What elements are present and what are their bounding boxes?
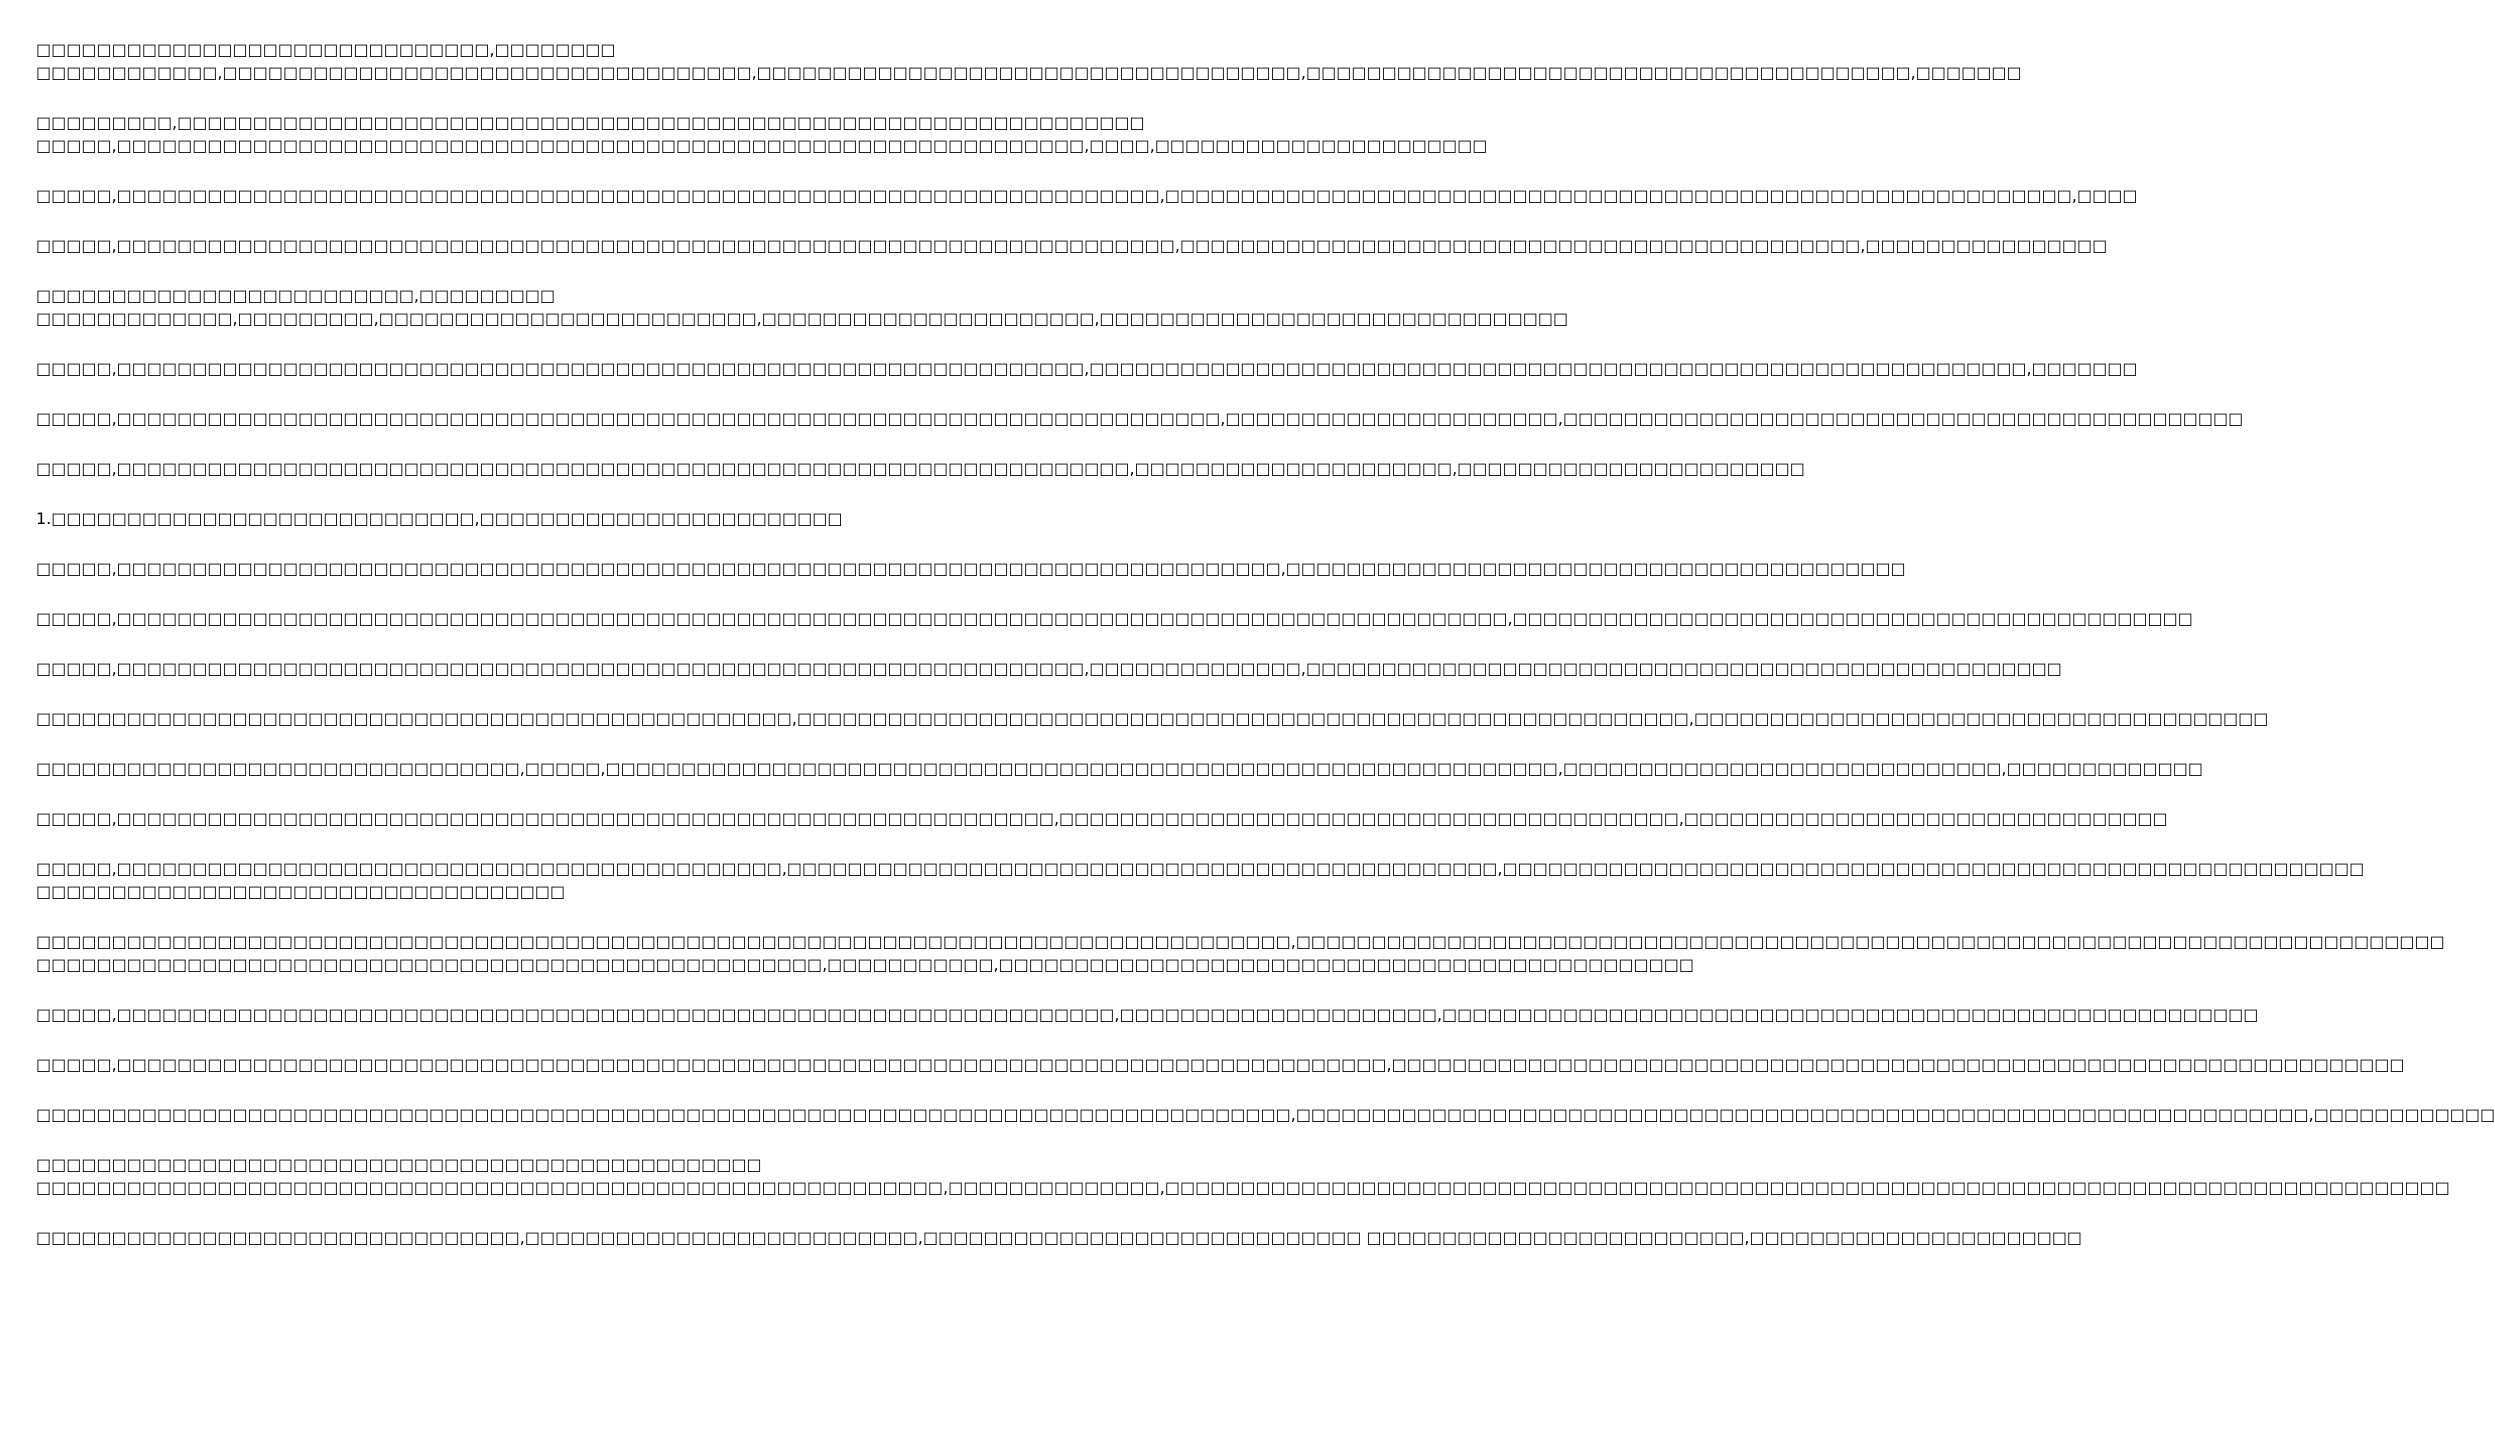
paragraph: □□□□□□□□□□□□□□□□□□□□□□□□□□□□□□□□□□□□□□□□□□□□□□□□ bbox=[36, 1155, 762, 1174]
paragraph: □□□□□□□□□□□□□□□□□□□□□□□□□□□□□□,□□□□□□□□ bbox=[36, 40, 616, 59]
document-page bbox=[36, 38, 2495, 1428]
paragraph: □□□□□,□□□□□□□□□□□□□□□□□□□□□□□□□□□□□□□□□□□□□□□□□□□□□□□□□□□□□□□□□□□□□□□□□□□,□□□□□□□□□□□□□□□□□□□□□,□□□□□□□□□□□□□□□□□□□□□□□ bbox=[36, 459, 1805, 478]
paragraph: □□□□□□□□□□□□□□□□□□□□□□□□□□□□□□□□□□□□□□□□□□□□□□□□□□□□□□□□□□□□□□□□□□□□□□□□□□□□□□□□□□□,□□□□□□□□□□□□□□□□□□□□□□□□□□□□□□□□□□□□□□□□□□□□□□□□□□□□□□□□□□□□□□□□□□□,□□□□□□□□□□□□ bbox=[36, 1105, 2495, 1124]
paragraph: □□□□□□□□□,□□□□□□□□□□□□□□□□□□□□□□□□□□□□□□□□□□□□□□□□□□□□□□□□□□□□□□□□□□□□□□□□ bbox=[36, 113, 1145, 132]
paragraph: □□□□□,□□□□□□□□□□□□□□□□□□□□□□□□□□□□□□□□□□□□□□□□□□□□□□□□□□□□□□□□□□□□□□□□□□□□□□□□□,□□□□□□□□□□□□□□□□□□□□□□,□□□□□□□□□□□□□□□□□□□□□□□□□□□□□□□□□□□□□□□□□□□□□ bbox=[36, 409, 2244, 428]
paragraph: □□□□□□□□□□□□□□□□□□□□□□□□□□□□□□□□□□□ bbox=[36, 882, 566, 901]
paragraph: □□□□□,□□□□□□□□□□□□□□□□□□□□□□□□□□□□□□□□□□□□□□□□□□□□□□□□□□□□□□□□□□□□□□□□□□□□□□□□□□□□□□□□□□□□,□□□□□□□□□□□□□□□□□□□□□□□□□□□□□□□□□□□□□□□□□□□□□□□□□□□□□□□□□□□□□□□□□□□ bbox=[36, 1055, 2405, 1074]
paragraph: □□□□□□□□□□□□,□□□□□□□□□□□□□□□□□□□□□□□□□□□□□□□□□□□,□□□□□□□□□□□□□□□□□□□□□□□□□□□□□□□□□□□□,□□□□□□□□□□□□□□□□□□□□□□□□□□□□□□□□□□□□□□□□,□□□□□□□ bbox=[36, 63, 2022, 82]
paragraph: □□□□□,□□□□□□□□□□□□□□□□□□□□□□□□□□□□□□□□□□□□□□□□□□□□□□□□□□□□□□□□□□□□□□□□□□□□□□□□□□□□□□□□□□□□□□□□□□□□,□□□□□□□□□□□□□□□□□□□□□□□□□□□□□□□□□□□□□□□□□□□□□ bbox=[36, 609, 2193, 628]
paragraph: □□□□□,□□□□□□□□□□□□□□□□□□□□□□□□□□□□□□□□□□□□□□□□□□□□□□□□□□□□□□□□□□□□□□□□,□□□□□□□□□□□□□□,□□□□□□□□□□□□□□□□□□□□□□□□□□□□□□□□□□□□□□□□□□□□□□□□□□ bbox=[36, 659, 2062, 678]
paragraph: □□□□□□□□□□□□□□□□□□□□□□□□□□□□□□□□□□□□□□□□□□□□□□□□□□□□□□□□□□□□,□□□□□□□□□□□□□□,□□□□□□□□□□□□□□□□□□□□□□□□□□□□□□□□□□□□□□□□□□□□□□□□□□□□□□□□□□□□□□□□□□□□□□□□□□□□□□□□□□□□□ bbox=[36, 1178, 2450, 1197]
paragraph: □□□□□,□□□□□□□□□□□□□□□□□□□□□□□□□□□□□□□□□□□□□□□□□□□□□□□□□□□□□□□□□□□□□□□□□□□□□□□□□□□□□,□□□□□□□□□□□□□□□□□□□□□□□□□□□□□□□□□□□□□□□□□ bbox=[36, 559, 1906, 578]
paragraph: □□□□□,□□□□□□□□□□□□□□□□□□□□□□□□□□□□□□□□□□□□□□□□□□□□□□□□□□□□□□□□□□□□□□□□□□,□□□□□□□□□□□□□□□□□□□□□,□□□□□□□□□□□□□□□□□□□□□□□□□□□□□□□□□□□□□□□□□□□□□□□□□□□□□□ bbox=[36, 1005, 2259, 1024]
paragraph: □□□□□□□□□□□□□□□□□□□□□□□□□,□□□□□□□□□ bbox=[36, 286, 556, 305]
paragraph: □□□□□□□□□□□□□□□□□□□□□□□□□□□□□□□□□□□□□□□□□□□□□□□□□□□□□□□□□□□□□□□□□□□□□□□□□□□□□□□□□□□,□□□□□□□□□□□□□□□□□□□□□□□□□□□□□□□□□□□□□□□□□□□□□□□□□□□□□□□□□□□□□□□□□□□□□□□□□□□□ bbox=[36, 932, 2445, 951]
paragraph: □□□□□,□□□□□□□□□□□□□□□□□□□□□□□□□□□□□□□□□□□□□□□□□□□□□□□□□□□□□□□□□□□□□□□□□□□□□□,□□□□□□□□□□□□□□□□□□□□□□□□□□□□□□□□□□□□□□□□□□□□□,□□□□□□□□□□□□□□□□ bbox=[36, 236, 2108, 255]
paragraph: □□□□□□□□□□□□□□□□□□□□□□□□□□□□□□□□□□□□□□□□□□□□□□□□□□□□,□□□□□□□□□□□,□□□□□□□□□□□□□□□□□□□□□□□□□□□□□□□□□□□□□□□□□□□□□□ bbox=[36, 955, 1694, 974]
paragraph: □□□□□□□□□□□□□□□□□□□□□□□□□□□□□□□□□□□□□□□□□□□□□□□□□□,□□□□□□□□□□□□□□□□□□□□□□□□□□□□□□□□□□□□□□□□□□□□□□□□□□□□□□□□□□□,□□□□□□□□□□□□□□□□□□□□□□□□□□□□□□□□□□□□□□ bbox=[36, 709, 2269, 728]
paragraph: □□□□□,□□□□□□□□□□□□□□□□□□□□□□□□□□□□□□□□□□□□□□□□□□□□□□□□□□□□□□□□□□□□□□,□□□□□□□□□□□□□□□□□□□□□□□□□□□□□□□□□□□□□□□□□,□□□□□□□□□□□□□□□□□□□□□□□□□□□□□□□□ bbox=[36, 809, 2168, 828]
paragraph: □□□□□□□□□□□□□□□□□□□□□□□□□□□□□□□□,□□□□□,□□□□□□□□□□□□□□□□□□□□□□□□□□□□□□□□□□□□□□□□□□□□□□□□□□□□□□□□□□□□□□□,□□□□□□□□□□□□□□□□□□□□□□□□□□□□□,□□□□□□□□□□□□□ bbox=[36, 759, 2203, 778]
paragraph: □□□□□□□□□□□□□□□□□□□□□□□□□□□□□□□□,□□□□□□□□□□□□□□□□□□□□□□□□□□,□□□□□□□□□□□□□□□□□□□□□□□□□□□□□ □□□□□□□□□□□□□□□□□□□□□□□□□,□□□□□□□□□□□□□□□□□□□□□□ bbox=[36, 1228, 2083, 1247]
paragraph: □□□□□,□□□□□□□□□□□□□□□□□□□□□□□□□□□□□□□□□□□□□□□□□□□□□□□□□□□□□□□□□□□□□□□□,□□□□□□□□□□□□□□□□□□□□□□□□□□□□□□□□□□□□□□□□□□□□□□□□□□□□□□□□□□□□□□,□□□□□□□ bbox=[36, 359, 2138, 378]
section-heading: 1.□□□□□□□□□□□□□□□□□□□□□□□□□□□□,□□□□□□□□□□□□□□□□□□□□□□□□ bbox=[36, 509, 843, 528]
paragraph: □□□□□□□□□□□□□,□□□□□□□□□,□□□□□□□□□□□□□□□□□□□□□□□□□,□□□□□□□□□□□□□□□□□□□□□□,□□□□□□□□□□□□□□□□□□□□□□□□□□□□□□□ bbox=[36, 309, 1569, 328]
paragraph: □□□□□,□□□□□□□□□□□□□□□□□□□□□□□□□□□□□□□□□□□□□□□□□□□□□□□□□□□□□□□□□□□□□□□□□□□□□,□□□□□□□□□□□□□□□□□□□□□□□□□□□□□□□□□□□□□□□□□□□□□□□□□□□□□□□□□□□□,□□□□ bbox=[36, 186, 2138, 205]
paragraph: □□□□□,□□□□□□□□□□□□□□□□□□□□□□□□□□□□□□□□□□□□□□□□□□□□,□□□□□□□□□□□□□□□□□□□□□□□□□□□□□□□□□□□□□□□□□□□□□□□,□□□□□□□□□□□□□□□□□□□□□□□□□□□□□□□□□□□□□□□□□□□□□□□□□□□□□□□□□ bbox=[36, 859, 2365, 878]
paragraph: □□□□□,□□□□□□□□□□□□□□□□□□□□□□□□□□□□□□□□□□□□□□□□□□□□□□□□□□□□□□□□□□□□□□□□,□□□□,□□□□□□□□□□□□□□□□□□□□□□ bbox=[36, 136, 1488, 155]
